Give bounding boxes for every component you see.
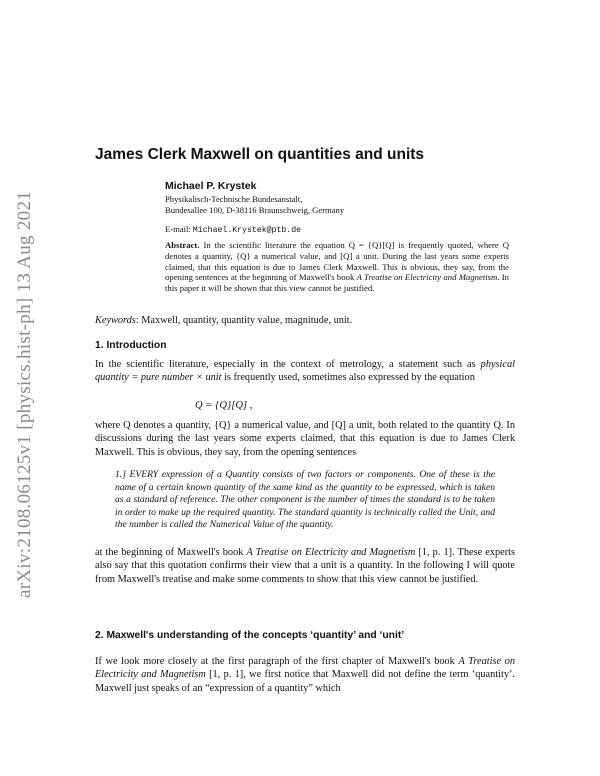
section-1-heading: 1. Introduction: [95, 340, 167, 351]
intro-paragraph-3: [95, 546, 515, 586]
intro-paragraph-1: [95, 358, 515, 385]
s2-p1-book-title: A Treatise on Electricity and Magnetism: [95, 656, 515, 681]
intro-paragraph-2: where Q denotes a quantity, {Q} a numerical value, and [Q] a unit, both related to the quantity Q. In discussions during the last years some experts claimed, that this equation is due to James Clerk Maxwell. This is obvious, they say, from the opening sentences: [95, 420, 515, 458]
email-line: [165, 224, 301, 235]
equation: Q = {Q}[Q] ,: [195, 400, 253, 411]
email-address[interactable]: Michael.Krystek@ptb.de: [192, 226, 302, 235]
abstract: [165, 240, 509, 294]
author-name: Michael P. Krystek: [165, 180, 257, 192]
abstract-book-title: A Treatise on Electricity and Magnetism: [356, 272, 498, 283]
intro-p3-text-a: at the beginning of Maxwell's book: [95, 547, 247, 558]
keywords: [95, 315, 515, 326]
intro-p1-emphasis: physical quantity = pure number × unit: [95, 359, 515, 384]
email-label: E-mail:: [165, 224, 193, 234]
affiliation-line-1: Physikalisch-Technische Bundesanstalt,: [165, 194, 303, 204]
intro-p3-book-title: A Treatise on Electricity and Magnetism: [246, 547, 416, 558]
abstract-text-a: In the scientific literature the equation Q = {Q}[Q] is frequently quoted, where Q denotes a quantity, {Q} a numerical value, and [Q] a unit. During the last years some experts claimed, that this equation is due to James Clerk Maxwell. This is obvious, they say, from the opening sentences at the beginning of Maxwell's book: [165, 240, 509, 283]
s2-p1-text-a: If we look more closely at the first paragraph of the first chapter of Maxwell's book: [95, 656, 459, 667]
keywords-label: Keywords: [95, 315, 136, 326]
intro-p3-text-b: [1, p. 1]. These experts also say that this quotation confirms their view that a unit is a quantity. In the following I will quote from Maxwell's treatise and make some comments to show that this view cannot be justified.: [95, 547, 515, 585]
paper-title: James Clerk Maxwell on quantities and units: [95, 146, 425, 163]
affiliation: [165, 194, 465, 216]
affiliation-line-2: Bundesallee 100, D-38116 Braunschweig, Germany: [165, 205, 345, 215]
abstract-label: Abstract.: [165, 240, 200, 250]
intro-p1-text-b: is frequently used, sometimes also expressed by the equation: [221, 372, 475, 384]
section-2-heading: 2. Maxwell's understanding of the concepts ‘quantity’ and ‘unit’: [95, 630, 405, 641]
maxwell-quote: 1.] EVERY expression of a Quantity consists of two factors or components. One of these is the name of a certain known quantity of the same kind as the quantity to be expressed, which is taken as a standard of reference. The other component is the number of times the standard is to be taken in order to make up the required quantity. The standard quantity is technically called the Unit, and the number is called the Numerical Value of the quantity.: [115, 469, 495, 531]
intro-p1-text-a: In the scientific literature, especially in the context of metrology, a statement such as: [95, 359, 481, 370]
keywords-text: : Maxwell, quantity, quantity value, magnitude, unit.: [135, 315, 353, 326]
s2-p1-text-b: [1, p. 1], we first notice that Maxwell did not define the term ‘quantity’. Maxwell just speaks of an “expression of a quantity” which: [95, 669, 515, 694]
arxiv-stamp: arXiv:2108.06125v1 [physics.hist-ph] 13 Aug 2021: [14, 190, 35, 598]
section-2-paragraph-1: [95, 655, 515, 695]
abstract-text-b: . In this paper it will be shown that this view cannot be justified.: [165, 272, 510, 294]
